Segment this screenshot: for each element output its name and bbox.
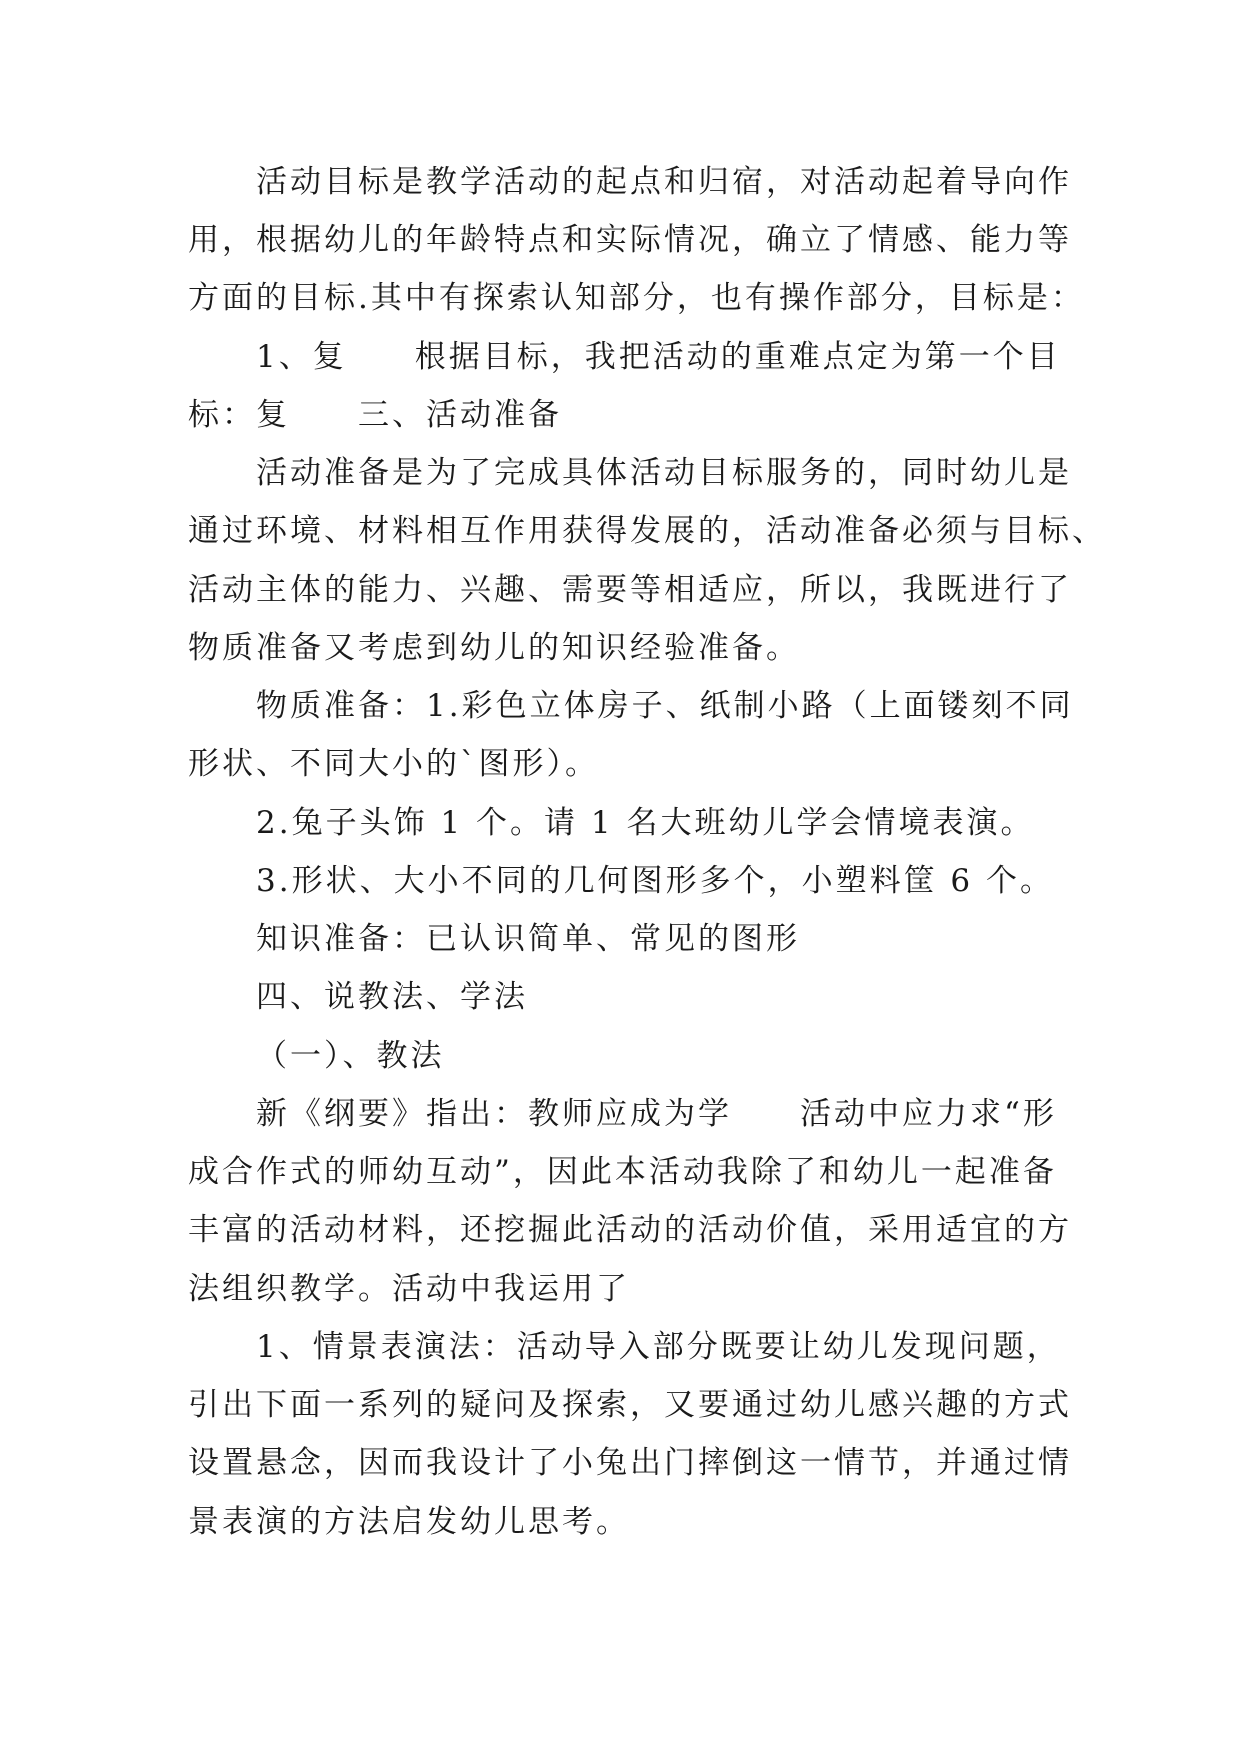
text-line: 活动准备是为了完成具体活动目标服务的，同时幼儿是 [256, 455, 1072, 491]
text-line: 用，根据幼儿的年龄特点和实际情况，确立了情感、能力等 [188, 222, 1072, 258]
text-line: 物质准备：1.彩色立体房子、纸制小路（上面镂刻不同 [256, 688, 1074, 724]
text-line: 1、情景表演法：活动导入部分既要让幼儿发现问题， [256, 1329, 1061, 1365]
text-line: 丰富的活动材料，还挖掘此活动的活动价值，采用适宜的方 [188, 1212, 1072, 1248]
text-line: 通过环境、材料相互作用获得发展的，活动准备必须与目标、 [188, 513, 1106, 549]
text-line: 引出下面一系列的疑问及探索，又要通过幼儿感兴趣的方式 [188, 1387, 1072, 1423]
text-line: 设置悬念，因而我设计了小兔出门摔倒这一情节，并通过情 [188, 1445, 1072, 1481]
text-line: 知识准备：已认识简单、常见的图形 [256, 921, 800, 957]
text-line: 2.兔子头饰 1 个。请 1 名大班幼儿学会情境表演。 [256, 805, 1035, 841]
text-line: 活动目标是教学活动的起点和归宿，对活动起着导向作 [256, 164, 1072, 200]
text-line: 标：复 三、活动准备 [188, 397, 562, 433]
text-line: 成合作式的师幼互动”，因此本活动我除了和幼儿一起准备 [188, 1154, 1057, 1190]
text-line: 1、复 根据目标，我把活动的重难点定为第一个目 [256, 339, 1061, 375]
subsection-heading: （一）、教法 [256, 1038, 445, 1074]
text-line: 新《纲要》指出：教师应成为学 活动中应力求“形 [256, 1096, 1057, 1132]
text-line: 景表演的方法启发幼儿思考。 [188, 1504, 630, 1540]
text-line: 法组织教学。活动中我运用了 [188, 1271, 630, 1307]
text-line: 形状、不同大小的`图形）。 [188, 746, 599, 782]
text-line: 方面的目标.其中有探索认知部分，也有操作部分，目标是： [188, 280, 1085, 316]
section-heading: 四、说教法、学法 [256, 979, 528, 1015]
text-line: 物质准备又考虑到幼儿的知识经验准备。 [188, 630, 800, 666]
text-line: 3.形状、大小不同的几何图形多个，小塑料筐 6 个。 [256, 863, 1055, 899]
text-line: 活动主体的能力、兴趣、需要等相适应，所以，我既进行了 [188, 572, 1072, 608]
